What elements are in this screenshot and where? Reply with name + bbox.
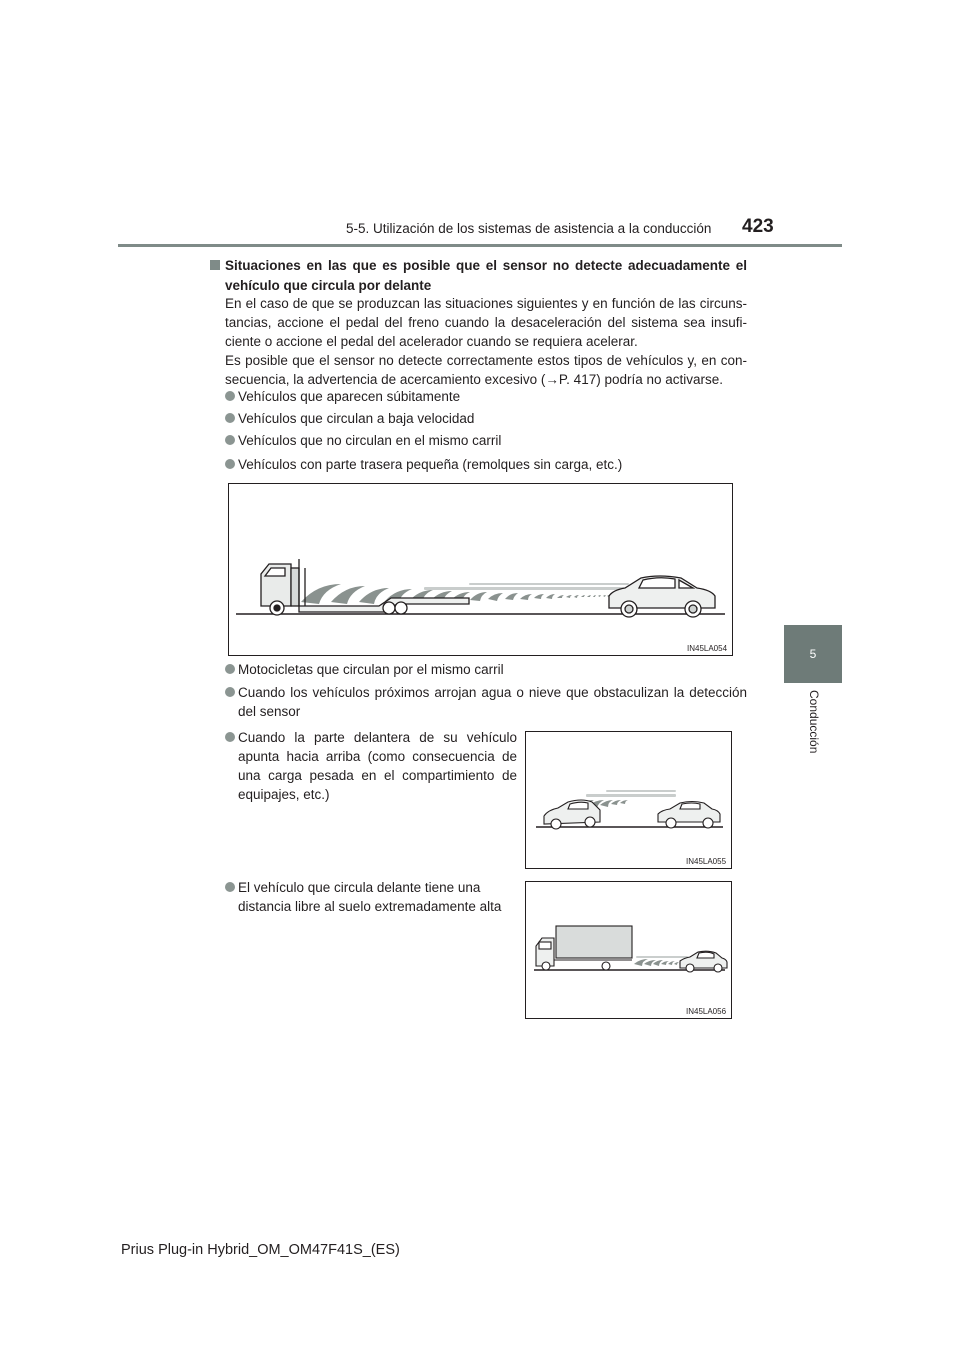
page-number: 423 [742,216,774,237]
figure-code: IN45LA054 [687,644,728,653]
bullet-dot-icon [225,732,235,742]
list-item: Cuando los vehículos próximos arrojan agua o nieve que obstaculizan la detección del sensor [225,683,747,721]
list-item: Vehículos que no circulan en el mismo carril [225,431,747,450]
list-item: Vehículos que aparecen súbitamente [225,387,747,406]
section-heading-text: Situaciones en las que es posible que el sensor no detecte adecuadamente el vehículo que circula por delante [225,258,747,293]
list-item: Motocicletas que circulan por el mismo carril [225,660,747,679]
list-item: Vehículos con parte trasera pequeña (remolques sin carga, etc.) [225,455,747,474]
figure-code: IN45LA056 [686,1007,727,1016]
paragraph-line: secuencia, la advertencia de acercamiento excesivo (→P. 417) podría no activarse. [225,372,724,387]
figure-unloaded-trailer [228,483,733,656]
paragraph-line: tancias, accione el pedal del freno cuando la desaceleración del sistema sea insufi- [225,315,747,330]
list-item: Cuando la parte delantera de su vehículo apunta hacia arriba (como consecuencia de una carga pesada en el compartimiento de equipajes, etc.) [225,728,517,804]
illustration-raised-vehicle [526,732,731,868]
chapter-tab [784,625,842,683]
bullet-dot-icon [225,664,235,674]
illustration-high-clearance-truck [526,882,731,1018]
chapter-number: 5 [809,647,817,661]
square-bullet-icon [210,260,220,270]
illustration-trailer-truck [229,484,732,655]
bullet-dot-icon [225,435,235,445]
figure-high-clearance [525,881,732,1019]
bullet-dot-icon [225,391,235,401]
header-rule [118,244,842,247]
bullet-dot-icon [225,687,235,697]
paragraph-line: ciente o accione el pedal del acelerador cuando se requiera acelerar. [225,334,638,349]
section-heading [211,256,747,296]
paragraph-line: En el caso de que se produzcan las situaciones siguientes y en función de las circuns- [225,296,747,311]
figure-front-raised [525,731,732,869]
bullet-dot-icon [225,413,235,423]
chapter-label: Conducción [807,690,821,754]
figure-code: IN45LA055 [686,857,727,866]
bullet-dot-icon [225,882,235,892]
list-item: Vehículos que circulan a baja velocidad [225,409,747,428]
list-item: El vehículo que circula delante tiene una distancia libre al suelo extremadamente alta [225,878,517,916]
document-footer: Prius Plug-in Hybrid_OM_OM47F41S_(ES) [121,1242,400,1258]
bullet-dot-icon [225,459,235,469]
paragraph-line: Es posible que el sensor no detecte correctamente estos tipos de vehículos y, en con- [225,353,747,368]
section-paragraph [225,294,747,389]
running-header: 5-5. Utilización de los sistemas de asistencia a la conducción [346,221,712,236]
